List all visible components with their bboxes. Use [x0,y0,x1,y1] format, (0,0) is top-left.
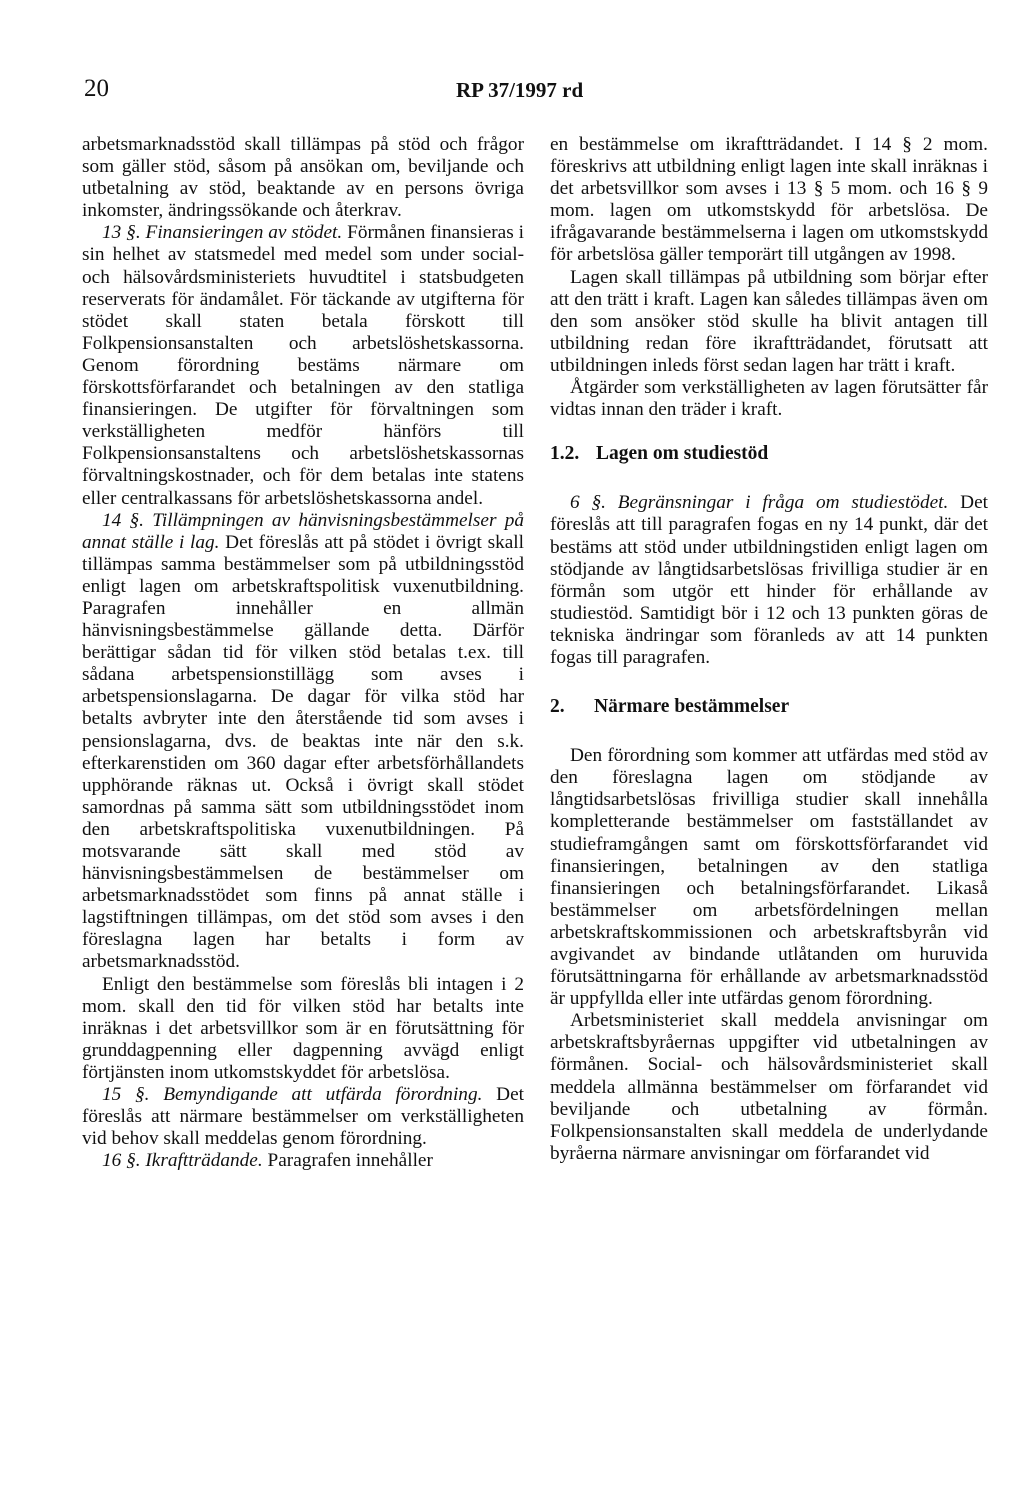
section-13-heading: 13 §. Finansieringen av stödet. [102,222,343,244]
paragraph-arbetsministeriet: Arbetsministeriet skall meddela anvisningar om arbetskraftsbyråernas uppgifter vid utbetalningen av förmånen. Social- och hälsovårdsministeriet skall meddela allmänna bestämmelser om förfarandet vid beviljande och utbetalning av förmån. Folkpensionsanstalten skall meddela de underlydande byråerna närmare anvisningar om förfarandet vid [550,1010,988,1164]
paragraph-section-6 [550,492,988,669]
section-heading-2-number: 2. [550,696,565,718]
paragraph-section-15 [82,1084,524,1150]
paragraph-section-14 [82,510,524,974]
paragraph-atgarder: Åtgärder som verkställigheten av lagen förutsätter får vidtas innan den träder i kraft. [550,377,988,421]
section-6-heading: 6 §. Begränsningar i fråga om studiestödet. [570,492,949,514]
paragraph-arbetsmarknadsstod: arbetsmarknadsstöd skall tillämpas på stöd och frågor som gäller stöd, såsom på ansökan om, beviljande och utbetalning av stöd, beaktande av en persons övriga inkomster, ändringssökande och återkrav. [82,134,524,222]
section-heading-1-2-number: 1.2. [550,443,580,465]
running-title: RP 37/1997 rd [456,78,584,102]
right-column [550,134,988,1165]
section-14-text: Det föreslås att på stödet i övrigt skall tillämpas samma bestämmelser som på utbildningsstöd enligt lagen om arbetskraftspolitisk vuxenutbildning. Paragrafen innehåller en allmän hänvisningsbestämmelse gällande detta. Därför berättigar sådan tid för vilken stöd betalas t.ex. till sådana arbetspensionstillägg som avses i arbetspensionslagarna. De dagar för vilka stöd har betalts avbryter inte den återstående tid som avses i pensionslagarna, dvs. de beaktas inte när den s.k. efterkarenstiden om 360 dagar efter arbetsförhållandets upphörande räknas ut. Också i övrigt skall stödet samordnas på samma sätt som utbildningsstödet inom den arbetskraftspolitiska vuxenutbildningen. På motsvarande sätt skall med stöd av hänvisningsbestämmelsen de bestämmelser om arbetsmarknadsstödet som finns på annat ställe i lagstiftningen tillämpas, om det stöd som avses i den föreslagna lagen har betalts i form av arbetsmarknadsstöd. [82,531,524,973]
section-heading-1-2 [550,443,988,465]
page-number: 20 [84,75,109,102]
section-heading-2 [550,696,988,718]
section-16-text: Paragrafen innehåller [262,1150,433,1172]
paragraph-section-13 [82,222,524,509]
left-column [82,134,524,1172]
section-15-heading: 15 §. Bemyndigande att utfärda förordning. [102,1084,483,1106]
section-16-heading: 16 §. Ikraftträdande. [102,1150,263,1172]
section-heading-1-2-title: Lagen om studiestöd [596,443,769,465]
paragraph-ikrafttradande: en bestämmelse om ikraftträdandet. I 14 § 2 mom. föreskrivs att utbildning enligt lagen inte skall inräknas i det arbetsvillkor som avses i 13 § 5 mom. och 16 § 9 mom. lagen om utkomstskydd för arbetslösa. De ifrågavarande bestämmelserna i lagen om utkomstskydd för arbetslösa gäller temporärt till utgången av 1998. [550,134,988,266]
paragraph-lagen: Lagen skall tillämpas på utbildning som börjar efter att den trätt i kraft. Lagen kan således tillämpas även om den som ansöker stöd skulle ha blivit antagen till utbildning redan före ikraftträdandet, förutsatt att utbildningen inleds först sedan lagen har trätt i kraft. [550,266,988,376]
paragraph-forordning: Den förordning som kommer att utfärdas med stöd av den föreslagna lagen om stödjande av långtidsarbetslösas frivilliga studier skall innehålla kompletterande bestämmelser om fastställandet av studieframgången samt om förskottsförfarandet vid finansieringen, betalningen av den statliga finansieringen och betalningsförfarandet. Likaså bestämmelser om arbetsfördelningen mellan arbetskraftskommissionen och arbetskraftsbyrån vid avgivandet av bindande utlåtanden om huruvida förutsättningarna för erhållande av arbetsmarknadsstöd är uppfyllda eller inte utfärdas genom förordning. [550,745,988,1010]
paragraph-section-16 [82,1150,524,1172]
section-6-text: Det föreslås att till paragrafen fogas en ny 14 punkt, där det bestäms att stöd under utbildningstiden enligt lagen om stödjande av långtidsarbetslösas frivilliga studier är en förmån som utgör ett hinder för erhållande av studiestöd. Samtidigt bör i 12 och 13 punkten göras de tekniska ändringar som föranleds av att 14 punkten fogas till paragrafen. [550,492,988,668]
section-13-text: Förmånen finansieras i sin helhet av statsmedel med medel som under social- och hälsovårdsministeriets huvudtitel i statsbudgeten reserverats för ändamålet. För täckande av utgifterna för stödet skall staten betala förskott till Folkpensionsanstalten och arbetslöshetskassorna. Genom förordning bestäms närmare om förskottsförfarandet och betalningen av den statliga finansieringen. De utgifter för förvaltningen som verkställigheten medför hänförs till Folkpensionsanstaltens och arbetslöshetskassornas förvaltningskostnader, och för dem betalas inte statens eller centralkassans för arbetslöshetskassorna andel. [82,222,525,509]
section-heading-2-title: Närmare bestämmelser [594,696,790,718]
paragraph-enligt: Enligt den bestämmelse som föreslås bli intagen i 2 mom. skall den tid för vilken stöd har betalts inte inräknas i det arbetsvillkor som är en förutsättning för grunddagpenning eller dagpenning avvägd enligt förtjänsten inom utkomstskyddet för arbetslösa. [82,973,524,1083]
section-15-text: Det föreslås att närmare bestämmelser om verkställigheten vid behov skall meddelas genom förordning. [82,1084,524,1150]
section-14-heading: 14 §. Tillämpningen av hänvisningsbestämmelser på annat ställe i lag. [82,509,524,553]
